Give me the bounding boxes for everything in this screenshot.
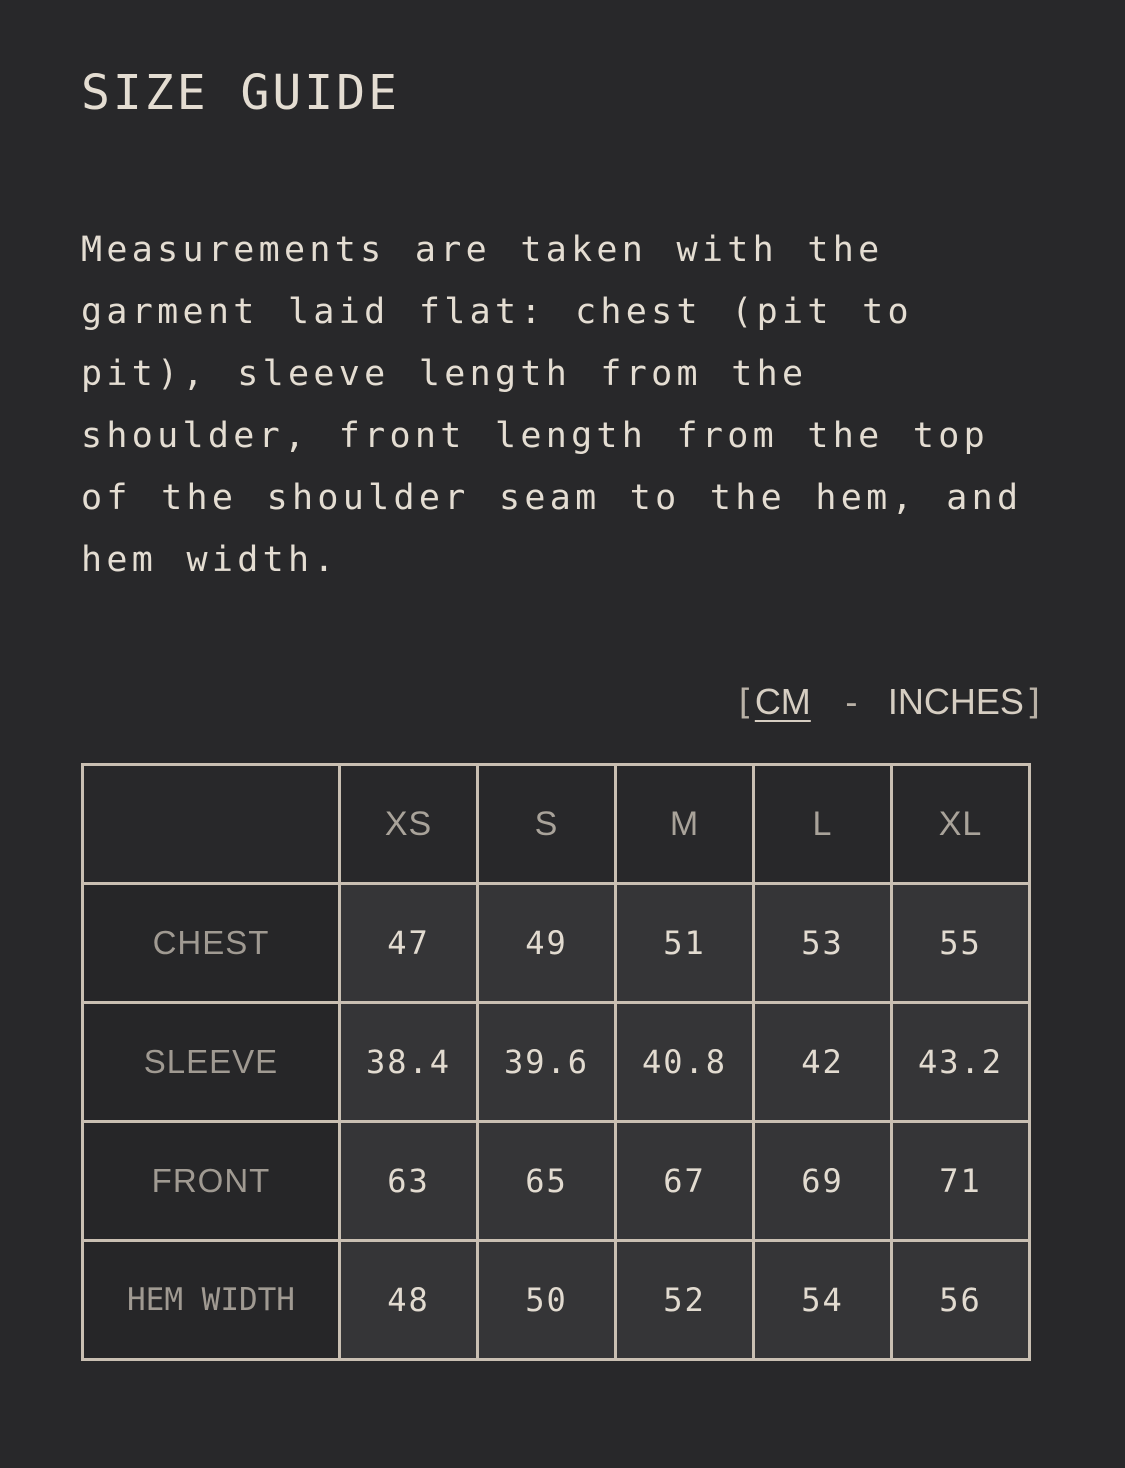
table-cell: 38.4 (340, 1003, 478, 1122)
table-corner-cell (83, 765, 340, 884)
row-label-chest: CHEST (83, 884, 340, 1003)
size-guide-description: Measurements are taken with the garment laid flat: chest (pit to pit), sleeve length from the shoulder, front length from the top of the shoulder seam to the hem, and hem width. (81, 230, 1023, 580)
table-cell: 55 (892, 884, 1030, 1003)
table-cell: 47 (340, 884, 478, 1003)
table-cell: 69 (754, 1122, 892, 1241)
table-cell: 71 (892, 1122, 1030, 1241)
table-cell: 51 (616, 884, 754, 1003)
size-header-xl: XL (892, 765, 1030, 884)
table-cell: 67 (616, 1122, 754, 1241)
table-cell: 63 (340, 1122, 478, 1241)
unit-inches-option[interactable]: INCHES (887, 681, 1024, 722)
table-row-chest (83, 884, 1030, 1003)
unit-separator: - (840, 683, 862, 723)
unit-open-bracket: [ (733, 683, 755, 723)
size-header-xs: XS (340, 765, 478, 884)
table-row-hem-width (83, 1241, 1030, 1360)
table-cell: 43.2 (892, 1003, 1030, 1122)
size-table (81, 763, 1031, 1361)
table-cell: 42 (754, 1003, 892, 1122)
row-label-sleeve: SLEEVE (83, 1003, 340, 1122)
table-cell: 54 (754, 1241, 892, 1360)
unit-toggle (734, 678, 1045, 727)
table-row-front (83, 1122, 1030, 1241)
size-header-m: M (616, 765, 754, 884)
table-cell: 40.8 (616, 1003, 754, 1122)
row-label-hem-width: HEM WIDTH (83, 1241, 340, 1360)
size-header-l: L (754, 765, 892, 884)
table-cell: 56 (892, 1241, 1030, 1360)
size-header-s: S (478, 765, 616, 884)
table-cell: 48 (340, 1241, 478, 1360)
page-title: SIZE GUIDE (81, 65, 400, 121)
table-cell: 53 (754, 884, 892, 1003)
table-cell: 65 (478, 1122, 616, 1241)
table-cell: 52 (616, 1241, 754, 1360)
table-cell: 49 (478, 884, 616, 1003)
unit-cm-option[interactable]: CM (754, 681, 811, 722)
table-cell: 39.6 (478, 1003, 616, 1122)
table-row-sleeve (83, 1003, 1030, 1122)
unit-close-bracket: ] (1023, 683, 1045, 723)
size-header-row (83, 765, 1030, 884)
row-label-front: FRONT (83, 1122, 340, 1241)
table-cell: 50 (478, 1241, 616, 1360)
